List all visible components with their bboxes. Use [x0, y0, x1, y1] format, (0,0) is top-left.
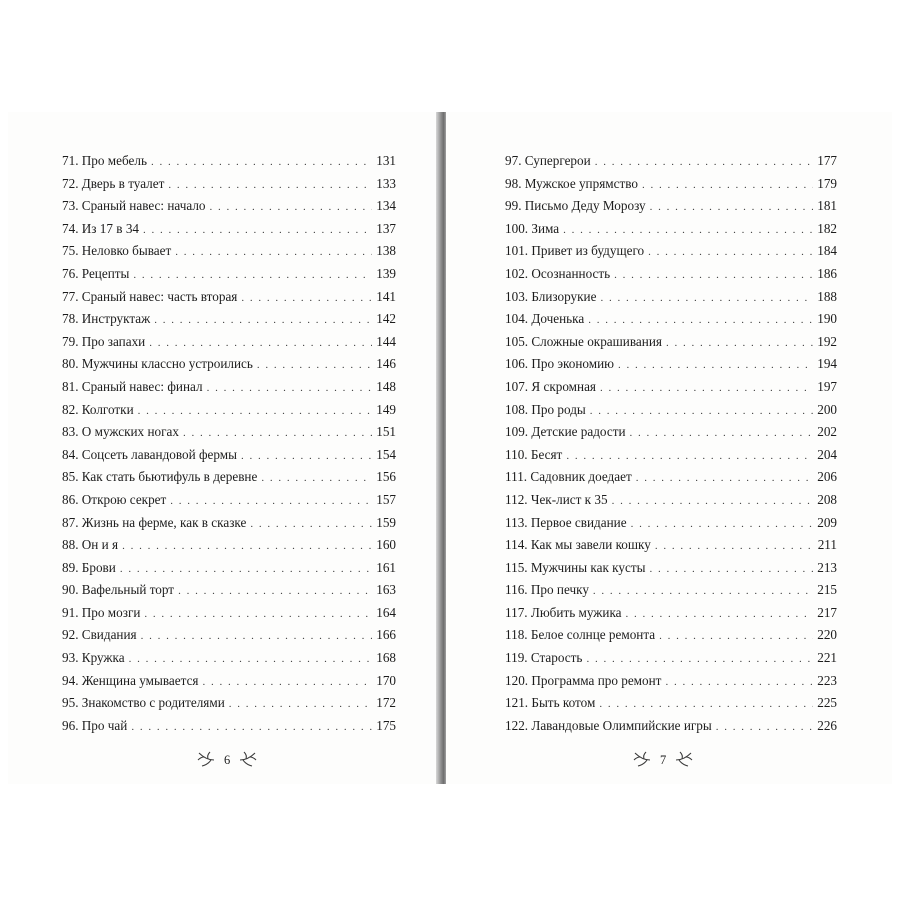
- toc-entry: [62, 353, 396, 376]
- toc-entry-page: 154: [376, 446, 396, 462]
- toc-entry-title: 112. Чек-лист к 35: [505, 491, 608, 507]
- toc-entry-title: 76. Рецепты: [62, 265, 130, 281]
- toc-entry-page: 148: [376, 378, 396, 394]
- toc-entry: [62, 150, 396, 173]
- toc-entry-page: 159: [376, 514, 396, 530]
- toc-entry-page: 170: [376, 672, 396, 688]
- dot-leader: [133, 264, 372, 287]
- toc-entry-title: 100. Зима: [505, 220, 560, 236]
- dot-leader: [649, 558, 813, 581]
- toc-entry-page: 131: [376, 153, 396, 168]
- toc-entry-page: 163: [376, 582, 396, 598]
- toc-entry: [62, 489, 396, 512]
- folio-right: [632, 748, 694, 772]
- toc-entry: [505, 557, 837, 580]
- toc-entry: [505, 263, 837, 286]
- dot-leader: [129, 648, 373, 671]
- toc-entry: [505, 353, 837, 376]
- toc-entry-page: 200: [817, 401, 837, 417]
- toc-entry-page: 139: [376, 265, 396, 281]
- toc-entry-title: 104. Доченька: [505, 311, 585, 327]
- dot-leader: [659, 625, 813, 648]
- toc-entry: [505, 715, 837, 738]
- dot-leader: [210, 196, 373, 219]
- toc-entry: [505, 534, 837, 557]
- toc-entry-page: 226: [817, 717, 837, 733]
- toc-entry-page: 209: [817, 514, 837, 530]
- toc-entry-title: 99. Письмо Деду Морозу: [505, 198, 646, 214]
- toc-entry-page: 166: [376, 627, 396, 643]
- toc-entry: [62, 173, 396, 196]
- toc-entry-title: 81. Сраный навес: финал: [62, 378, 203, 394]
- toc-entry-page: 146: [376, 356, 396, 372]
- dot-leader: [563, 219, 813, 242]
- toc-entry: [62, 579, 396, 602]
- leaf-sprig-icon: [238, 749, 258, 771]
- toc-entry: [62, 692, 396, 715]
- toc-entry: [505, 647, 837, 670]
- toc-entry: [62, 399, 396, 422]
- dot-leader: [183, 422, 372, 445]
- toc-entry-title: 88. Он и я: [62, 537, 119, 553]
- toc-entry-title: 72. Дверь в туалет: [62, 175, 165, 191]
- leaf-sprig-icon: [196, 749, 216, 771]
- toc-list-left: [62, 150, 396, 737]
- toc-entry-title: 111. Садовник доедает: [505, 469, 632, 485]
- dot-leader: [631, 513, 814, 536]
- toc-entry-page: 161: [376, 559, 396, 575]
- toc-entry: [62, 557, 396, 580]
- toc-entry-title: 102. Осознанность: [505, 265, 611, 281]
- dot-leader: [642, 174, 813, 197]
- toc-entry-page: 164: [376, 604, 396, 620]
- toc-entry: [505, 602, 837, 625]
- toc-entry-title: 98. Мужское упрямство: [505, 175, 638, 191]
- dot-leader: [600, 287, 813, 310]
- toc-entry: [505, 444, 837, 467]
- dot-leader: [250, 513, 372, 536]
- toc-entry: [505, 376, 837, 399]
- toc-entry-title: 77. Сраный навес: часть вторая: [62, 288, 238, 304]
- dot-leader: [175, 241, 372, 264]
- toc-entry-page: 151: [376, 424, 396, 440]
- dot-leader: [143, 219, 372, 242]
- dot-leader: [636, 467, 814, 490]
- toc-entry-title: 87. Жизнь на ферме, как в сказке: [62, 514, 247, 530]
- dot-leader: [170, 490, 372, 513]
- dot-leader: [614, 264, 813, 287]
- toc-entry-page: 208: [817, 491, 837, 507]
- toc-entry-page: 156: [376, 469, 396, 485]
- toc-entry-page: 217: [817, 604, 837, 620]
- toc-entry-page: 182: [817, 220, 837, 236]
- dot-leader: [590, 400, 813, 423]
- toc-entry-title: 119. Старость: [505, 650, 583, 666]
- toc-entry-title: 75. Неловко бывает: [62, 243, 172, 259]
- dot-leader: [261, 467, 372, 490]
- toc-entry: [62, 602, 396, 625]
- toc-entry-page: 211: [817, 537, 837, 553]
- toc-entry: [505, 240, 837, 263]
- page-number-left: 6: [224, 752, 231, 767]
- dot-leader: [566, 445, 813, 468]
- toc-entry-title: 96. Про чай: [62, 717, 128, 733]
- toc-entry-title: 84. Соцсеть лавандовой фермы: [62, 446, 237, 462]
- toc-entry: [505, 489, 837, 512]
- toc-entry: [62, 647, 396, 670]
- toc-entry: [62, 421, 396, 444]
- dot-leader: [648, 241, 813, 264]
- toc-entry-page: 213: [817, 559, 837, 575]
- toc-entry-page: 133: [376, 175, 396, 191]
- toc-entry-title: 107. Я скромная: [505, 378, 596, 394]
- toc-entry: [505, 399, 837, 422]
- toc-entry-title: 78. Инструктаж: [62, 311, 151, 327]
- toc-entry: [505, 512, 837, 535]
- page-number-right: 7: [660, 752, 667, 767]
- toc-entry-page: 225: [817, 695, 837, 711]
- toc-entry-page: 157: [376, 491, 396, 507]
- toc-entry-page: 137: [376, 220, 396, 236]
- toc-entry: [505, 466, 837, 489]
- toc-entry-title: 116. Про печку: [505, 582, 589, 598]
- toc-entry-page: 172: [376, 695, 396, 711]
- toc-entry-page: 202: [817, 424, 837, 440]
- toc-entry: [62, 218, 396, 241]
- toc-entry-page: 134: [376, 198, 396, 214]
- toc-entry-page: 215: [817, 582, 837, 598]
- dot-leader: [120, 558, 372, 581]
- toc-entry: [62, 466, 396, 489]
- dot-leader: [588, 309, 813, 332]
- toc-entry-title: 80. Мужчины классно устроились: [62, 356, 253, 372]
- toc-entry: [62, 444, 396, 467]
- toc-entry-page: 175: [376, 717, 396, 733]
- toc-entry-page: 206: [817, 469, 837, 485]
- dot-leader: [716, 716, 813, 739]
- toc-entry-page: 197: [817, 378, 837, 394]
- toc-entry-page: 223: [817, 672, 837, 688]
- toc-entry: [62, 308, 396, 331]
- dot-leader: [144, 603, 372, 626]
- toc-entry-page: 144: [376, 333, 396, 349]
- toc-entry-title: 118. Белое солнце ремонта: [505, 627, 656, 643]
- toc-entry-title: 83. О мужских ногах: [62, 424, 179, 440]
- toc-entry-title: 71. Про мебель: [62, 153, 147, 168]
- toc-entry-title: 73. Сраный навес: начало: [62, 198, 206, 214]
- toc-entry-page: 179: [817, 175, 837, 191]
- toc-entry: [62, 263, 396, 286]
- dot-leader: [630, 422, 814, 445]
- toc-entry-page: 177: [817, 153, 837, 168]
- toc-entry-page: 142: [376, 311, 396, 327]
- toc-entry: [505, 331, 837, 354]
- leaf-sprig-icon: [674, 749, 694, 771]
- toc-entry-title: 115. Мужчины как кусты: [505, 559, 646, 575]
- toc-entry-title: 90. Вафельный торт: [62, 582, 175, 598]
- toc-entry-title: 113. Первое свидание: [505, 514, 627, 530]
- dot-leader: [612, 490, 814, 513]
- toc-entry-title: 101. Привет из будущего: [505, 243, 645, 259]
- toc-entry-page: 160: [376, 537, 396, 553]
- toc-entry: [505, 421, 837, 444]
- toc-entry-title: 74. Из 17 в 34: [62, 220, 140, 236]
- dot-leader: [149, 332, 372, 355]
- toc-entry-title: 114. Как мы завели кошку: [505, 537, 651, 553]
- toc-entry-page: 186: [817, 265, 837, 281]
- toc-entry: [505, 150, 837, 173]
- toc-entry: [62, 534, 396, 557]
- toc-entry: [62, 624, 396, 647]
- folio-left: [196, 748, 258, 772]
- toc-entry-page: 184: [817, 243, 837, 259]
- toc-entry-title: 89. Брови: [62, 559, 116, 575]
- toc-entry: [62, 286, 396, 309]
- toc-entry-page: 141: [376, 288, 396, 304]
- toc-entry-title: 117. Любить мужика: [505, 604, 622, 620]
- toc-entry-title: 91. Про мозги: [62, 604, 141, 620]
- dot-leader: [141, 625, 373, 648]
- toc-entry-page: 190: [817, 311, 837, 327]
- dot-leader: [203, 671, 373, 694]
- toc-list-right: [505, 150, 837, 737]
- toc-entry-title: 79. Про запахи: [62, 333, 146, 349]
- toc-entry-title: 109. Детские радости: [505, 424, 626, 440]
- toc-entry-page: 181: [817, 198, 837, 214]
- toc-entry: [505, 624, 837, 647]
- leaf-sprig-icon: [632, 749, 652, 771]
- toc-entry-page: 188: [817, 288, 837, 304]
- dot-leader: [207, 377, 373, 400]
- dot-leader: [151, 151, 372, 174]
- toc-entry-title: 120. Программа про ремонт: [505, 672, 662, 688]
- toc-entry: [505, 286, 837, 309]
- toc-entry-title: 122. Лавандовые Олимпийские игры: [505, 717, 712, 733]
- dot-leader: [595, 151, 814, 174]
- toc-entry-title: 103. Близорукие: [505, 288, 597, 304]
- toc-entry-title: 86. Открою секрет: [62, 491, 167, 507]
- dot-leader: [599, 693, 813, 716]
- toc-entry: [505, 173, 837, 196]
- toc-entry-title: 105. Сложные окрашивания: [505, 333, 662, 349]
- toc-entry-title: 82. Колготки: [62, 401, 134, 417]
- dot-leader: [593, 580, 813, 603]
- dot-leader: [168, 174, 372, 197]
- toc-entry-page: 220: [817, 627, 837, 643]
- dot-leader: [154, 309, 372, 332]
- toc-entry-page: 192: [817, 333, 837, 349]
- dot-leader: [626, 603, 814, 626]
- toc-entry: [62, 331, 396, 354]
- toc-entry-page: 204: [817, 446, 837, 462]
- toc-entry-title: 95. Знакомство с родителями: [62, 695, 225, 711]
- dot-leader: [138, 400, 373, 423]
- toc-entry: [62, 376, 396, 399]
- toc-entry-title: 121. Быть котом: [505, 695, 596, 711]
- dot-leader: [618, 354, 813, 377]
- toc-entry: [505, 579, 837, 602]
- dot-leader: [650, 196, 814, 219]
- dot-leader: [131, 716, 372, 739]
- dot-leader: [178, 580, 372, 603]
- toc-entry: [62, 195, 396, 218]
- dot-leader: [241, 287, 372, 310]
- toc-entry-title: 93. Кружка: [62, 650, 125, 666]
- toc-entry-page: 221: [817, 650, 837, 666]
- toc-entry-page: 149: [376, 401, 396, 417]
- toc-entry-page: 194: [817, 356, 837, 372]
- dot-leader: [665, 671, 813, 694]
- toc-entry: [505, 670, 837, 693]
- dot-leader: [666, 332, 813, 355]
- toc-entry-title: 92. Свидания: [62, 627, 137, 643]
- dot-leader: [229, 693, 372, 716]
- dot-leader: [241, 445, 372, 468]
- dot-leader: [122, 535, 372, 558]
- toc-entry: [505, 195, 837, 218]
- toc-entry: [505, 692, 837, 715]
- dot-leader: [586, 648, 813, 671]
- toc-entry-title: 97. Супергерои: [505, 153, 591, 168]
- toc-entry-title: 94. Женщина умывается: [62, 672, 199, 688]
- dot-leader: [655, 535, 814, 558]
- toc-entry-page: 138: [376, 243, 396, 259]
- toc-entry: [505, 308, 837, 331]
- dot-leader: [600, 377, 813, 400]
- toc-entry: [505, 218, 837, 241]
- toc-entry-title: 85. Как стать бьютифуль в деревне: [62, 469, 258, 485]
- toc-entry: [62, 670, 396, 693]
- toc-entry-title: 110. Бесят: [505, 446, 563, 462]
- toc-entry-title: 108. Про роды: [505, 401, 586, 417]
- toc-entry-title: 106. Про экономию: [505, 356, 615, 372]
- toc-entry: [62, 512, 396, 535]
- toc-entry: [62, 715, 396, 738]
- toc-entry: [62, 240, 396, 263]
- toc-entry-page: 168: [376, 650, 396, 666]
- dot-leader: [257, 354, 372, 377]
